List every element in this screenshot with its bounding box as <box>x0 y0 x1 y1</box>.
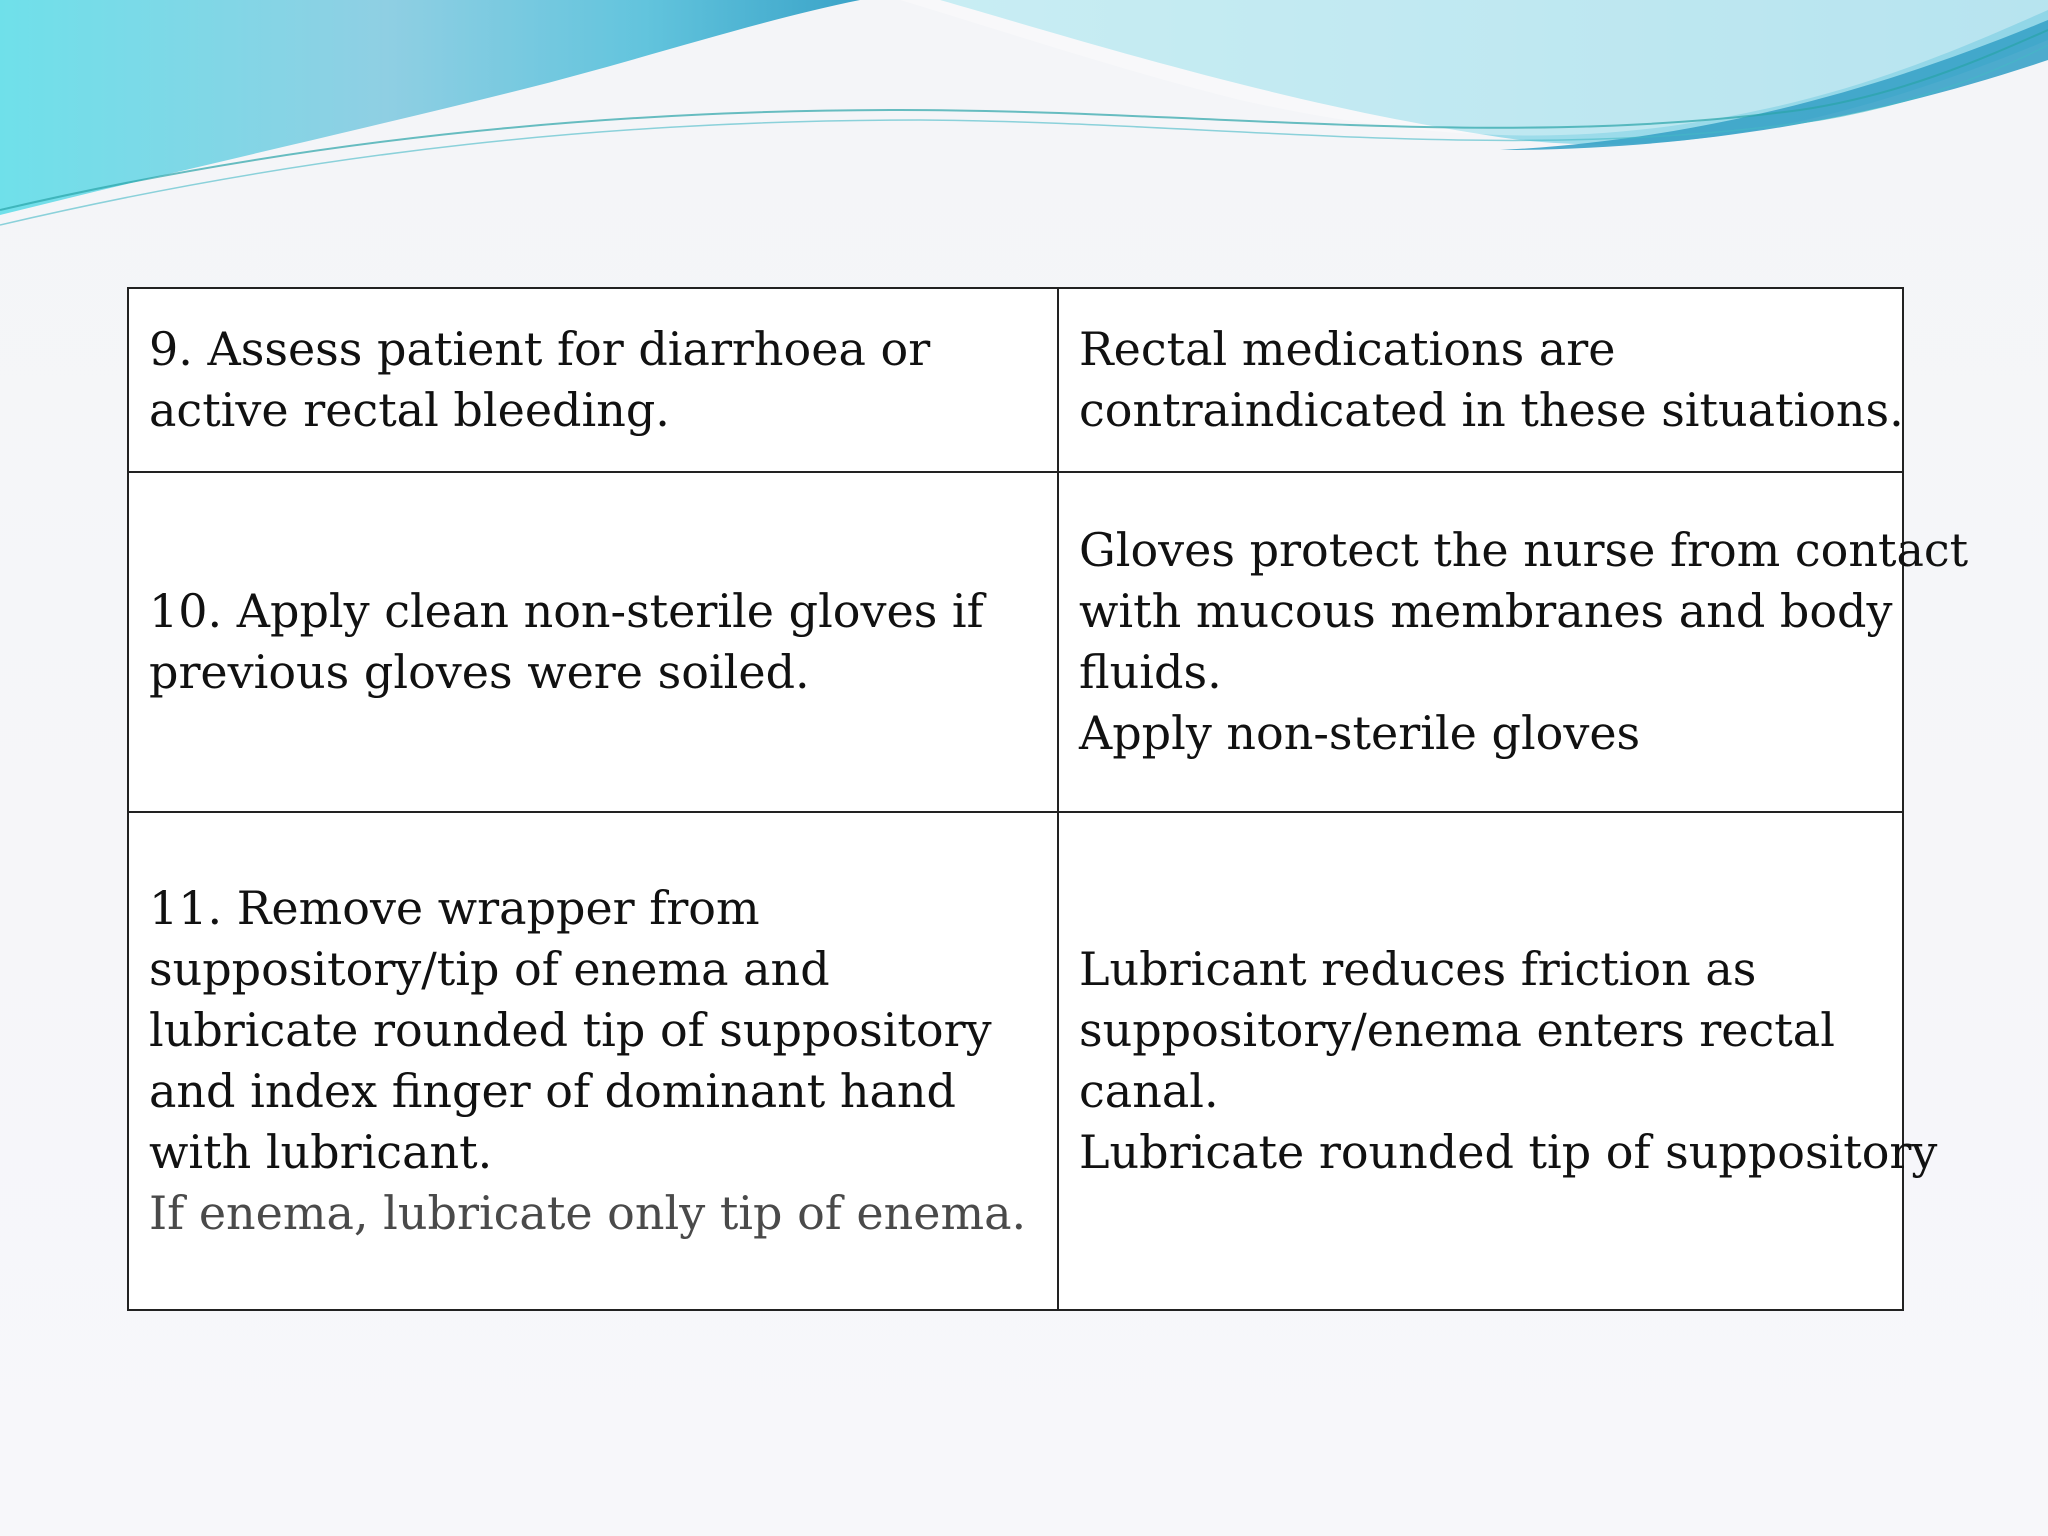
action-note: If enema, lubricate only tip of enema. <box>149 1186 1027 1240</box>
rationale-text: Rectal medications are <box>1079 322 1616 376</box>
rationale-text: Lubricate rounded tip of suppository <box>1079 1125 1938 1179</box>
rationale-cell <box>1058 472 1969 812</box>
action-text: previous gloves were soiled. <box>149 645 810 699</box>
rationale-text: canal. <box>1079 1064 1219 1118</box>
rationale-cell <box>1058 812 1938 1310</box>
rationale-text: Gloves protect the nurse from contact <box>1079 523 1969 577</box>
rationale-text: fluids. <box>1079 645 1222 699</box>
action-text: active rectal bleeding. <box>149 383 670 437</box>
action-text: 10. Apply clean non-sterile gloves if <box>149 584 984 638</box>
rationale-text: Apply non-sterile gloves <box>1079 706 1641 760</box>
table-row <box>128 288 1903 472</box>
action-text: and index finger of dominant hand <box>149 1064 956 1118</box>
action-text: 9. Assess patient for diarrhoea or <box>149 322 931 376</box>
action-text: 11. Remove wrapper from <box>149 881 760 935</box>
table-row <box>128 472 1903 812</box>
action-cell <box>128 472 1058 812</box>
action-cell <box>128 812 1058 1310</box>
rationale-cell <box>1058 288 1903 472</box>
header-wave-decoration <box>0 0 2048 240</box>
action-text: suppository/tip of enema and <box>149 942 830 996</box>
rationale-text: contraindicated in these situations. <box>1079 383 1904 437</box>
action-text: with lubricant. <box>149 1125 493 1179</box>
action-text: lubricate rounded tip of suppository <box>149 1003 992 1057</box>
rationale-text: with mucous membranes and body <box>1079 584 1893 638</box>
rationale-text: suppository/enema enters rectal <box>1079 1003 1835 1057</box>
procedure-table <box>127 287 1969 1311</box>
action-cell <box>128 288 1058 472</box>
table-row <box>128 812 1903 1310</box>
rationale-text: Lubricant reduces friction as <box>1079 942 1757 996</box>
